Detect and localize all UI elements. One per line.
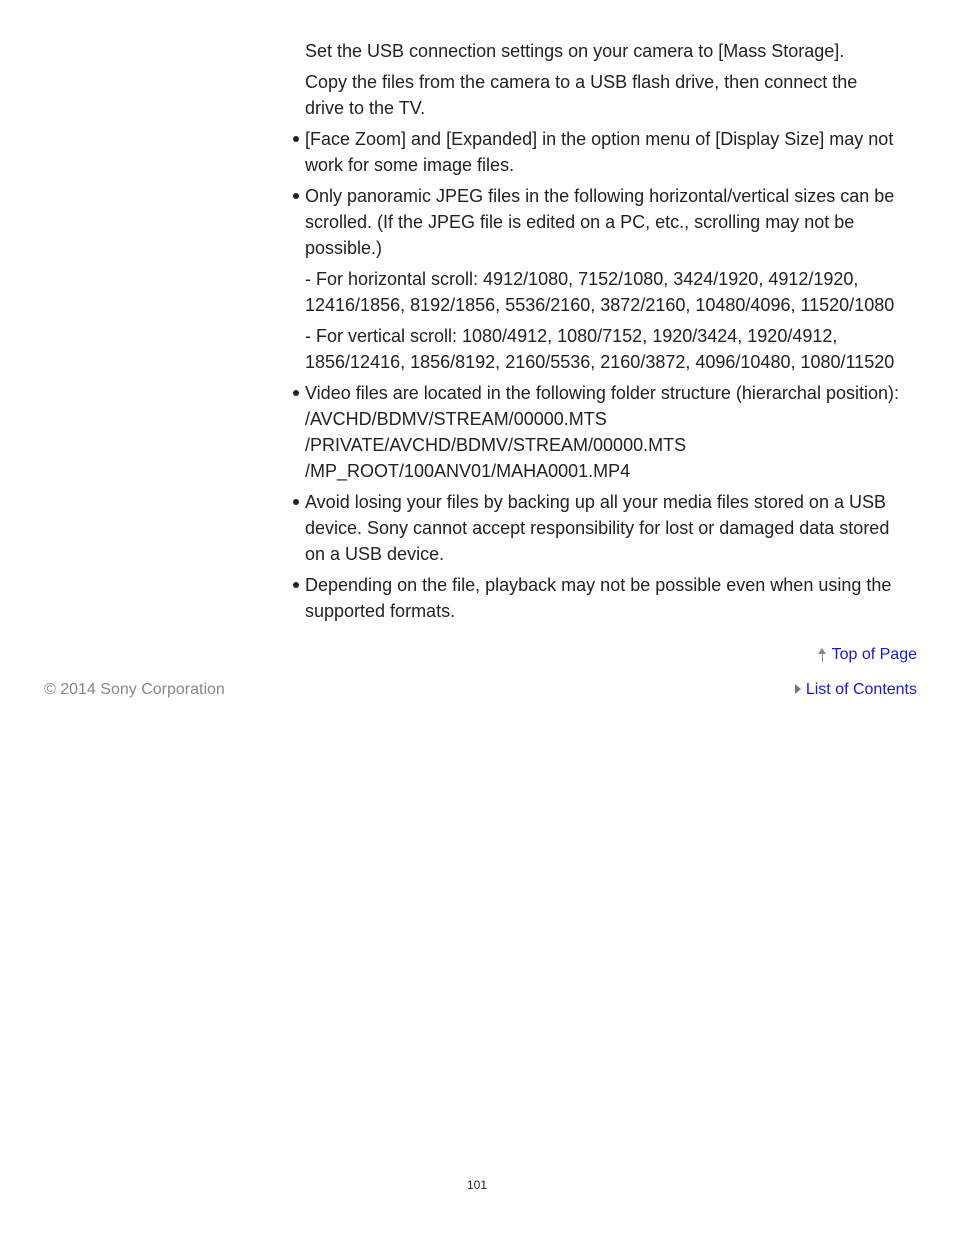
folder-path: /PRIVATE/AVCHD/BDMV/STREAM/00000.MTS bbox=[305, 435, 687, 455]
intro-paragraph-copy-files bbox=[305, 69, 920, 121]
text-line: drive to the TV. bbox=[305, 98, 426, 118]
text-line: - For vertical scroll: 1080/4912, 1080/7152, 1920/3424, 1920/4912, bbox=[305, 326, 838, 346]
list-of-contents-label: List of Contents bbox=[805, 681, 917, 698]
text-line: possible.) bbox=[305, 238, 383, 258]
bullet-dot-icon bbox=[293, 499, 299, 505]
bullet-item-panoramic-jpeg bbox=[305, 183, 920, 261]
text-line: Avoid losing your files by backing up all your media files stored on a USB bbox=[305, 492, 886, 512]
text-line: 12416/1856, 8192/1856, 5536/2160, 3872/2160, 10480/4096, 11520/1080 bbox=[305, 295, 895, 315]
text-line: Depending on the file, playback may not be possible even when using the bbox=[305, 575, 892, 595]
main-content bbox=[305, 38, 920, 629]
bullet-item-video-folders bbox=[305, 380, 920, 484]
text-line: - For horizontal scroll: 4912/1080, 7152/1080, 3424/1920, 4912/1920, bbox=[305, 269, 859, 289]
arrow-up-icon bbox=[818, 648, 828, 662]
bullet-item-backup bbox=[305, 489, 920, 567]
folder-path: /AVCHD/BDMV/STREAM/00000.MTS bbox=[305, 409, 607, 429]
text-line: Only panoramic JPEG files in the following horizontal/vertical sizes can be bbox=[305, 186, 895, 206]
bullet-dot-icon bbox=[293, 193, 299, 199]
vertical-scroll-sizes bbox=[305, 323, 920, 375]
text-line: Set the USB connection settings on your camera to [Mass Storage]. bbox=[305, 41, 845, 61]
text-line: on a USB device. bbox=[305, 544, 445, 564]
folder-path: /MP_ROOT/100ANV01/MAHA0001.MP4 bbox=[305, 461, 631, 481]
text-line: [Face Zoom] and [Expanded] in the option menu of [Display Size] may not bbox=[305, 129, 894, 149]
bullet-dot-icon bbox=[293, 582, 299, 588]
intro-paragraph-usb-settings bbox=[305, 38, 920, 64]
bullet-dot-icon bbox=[293, 390, 299, 396]
top-of-page-label: Top of Page bbox=[831, 646, 917, 663]
bullet-item-display-size bbox=[305, 126, 920, 178]
list-of-contents-link[interactable] bbox=[795, 680, 917, 700]
text-line: 1856/12416, 1856/8192, 2160/5536, 2160/3872, 4096/10480, 1080/11520 bbox=[305, 352, 895, 372]
copyright-text: © 2014 Sony Corporation bbox=[44, 681, 225, 698]
horizontal-scroll-sizes bbox=[305, 266, 920, 318]
text-line: Video files are located in the following folder structure (hierarchal position): bbox=[305, 383, 899, 403]
text-line: supported formats. bbox=[305, 601, 456, 621]
bullet-dot-icon bbox=[293, 136, 299, 142]
triangle-right-icon bbox=[795, 684, 801, 694]
text-line: scrolled. (If the JPEG file is edited on a PC, etc., scrolling may not be bbox=[305, 212, 855, 232]
top-of-page-link[interactable] bbox=[818, 645, 917, 665]
bullet-item-playback-formats bbox=[305, 572, 920, 624]
text-line: work for some image files. bbox=[305, 155, 515, 175]
text-line: device. Sony cannot accept responsibility for lost or damaged data stored bbox=[305, 518, 890, 538]
text-line: Copy the files from the camera to a USB flash drive, then connect the bbox=[305, 72, 858, 92]
page-number: 101 bbox=[466, 1178, 488, 1192]
